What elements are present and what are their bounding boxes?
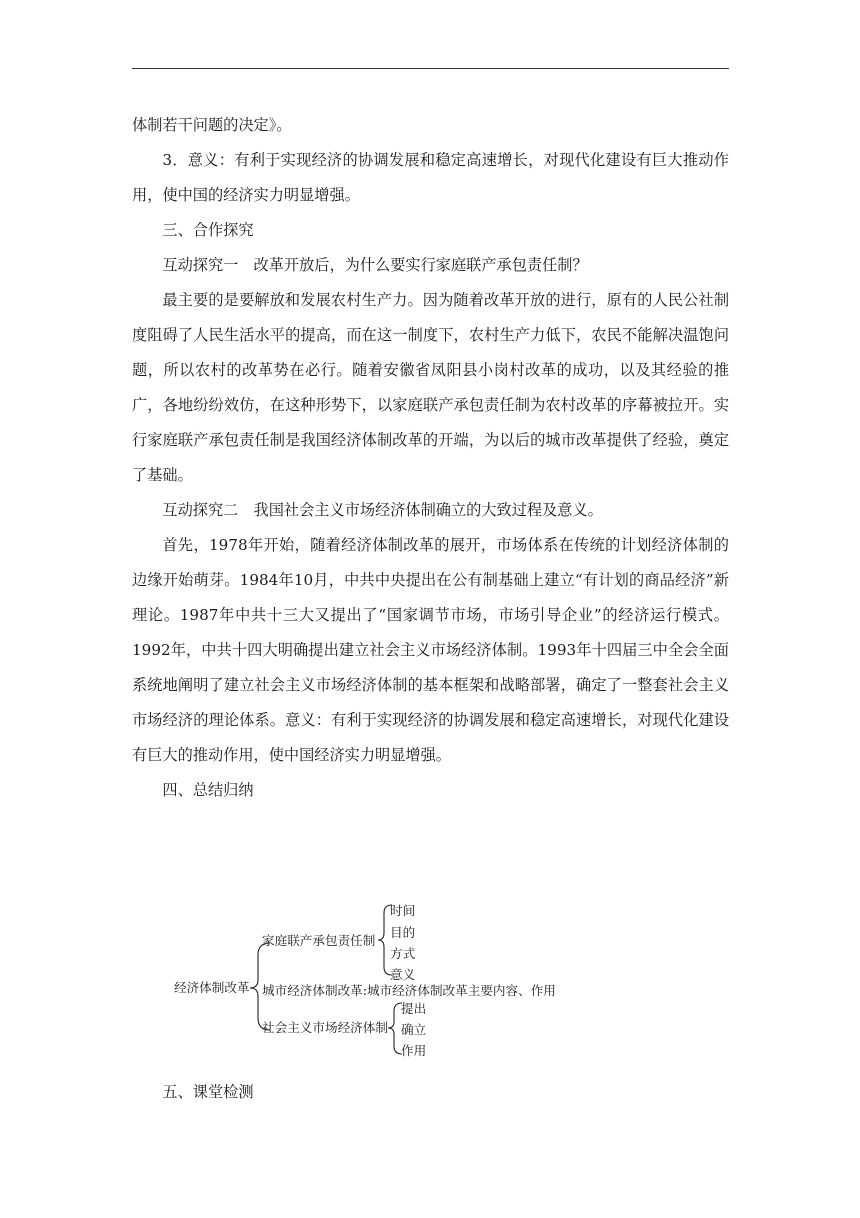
diagram-branch-household: 家庭联产承包责任制 [262,933,376,948]
diagram-branch-urban: 城市经济体制改革:城市经济体制改革主要内容、作用 [262,983,556,998]
inquiry-answer-2: 首先，1978年开始，随着经济体制改革的展开，市场体系在传统的计划经济体制的边缘开始萌芽。1984年10月，中共中央提出在公有制基础上建立“有计划的商品经济”新理论。1987年中共十三大又提出了“国家调节市场，市场引导企业”的经济运行模式。1992年，中共十四大明确提出建立社会主义市场经济体制。1993年十四届三中全会全面系统地阐明了建立社会主义市场经济体制的基本框架和战略部署，确定了一整套社会主义市场经济的理论体系。意义：有利于实现经济的协调发展和稳定高速增长，对现代化建设有巨大的推动作用，使中国经济实力明显增强。 [132,536,729,764]
diagram-leaf: 确立 [401,1022,427,1037]
inquiry-answer-1: 最主要的是要解放和发展农村生产力。因为随着改革开放的进行，原有的人民公社制度阻碍了人民生活水平的提高，而在这一制度下，农村生产力低下，农民不能解决温饱问题，所以农村的改革势在必行。随着安徽省凤阳县小岗村改革的成功，以及其经验的推广，各地纷纷效仿，在这种形势下，以家庭联产承包责任制为农村改革的序幕被拉开。实行家庭联产承包责任制是我国经济体制改革的开端，为以后的城市改革提供了经验，奠定了基础。 [132,291,729,484]
diagram-root: 经济体制改革 [174,980,250,995]
header-rule [132,68,729,69]
paragraph-significance: 3．意义：有利于实现经济的协调发展和稳定高速增长，对现代化建设有巨大推动作用，使中国的经济实力明显增强。 [132,151,729,204]
inquiry-question-2: 互动探究二 我国社会主义市场经济体制确立的大致过程及意义。 [162,501,603,519]
diagram-leaf: 意义 [390,967,416,982]
heading-summary: 四、总结归纳 [162,781,254,799]
paragraph-continuation: 体制若干问题的决定》。 [132,116,292,134]
diagram-leaf: 目的 [390,925,416,940]
diagram-leaf: 作用 [401,1043,427,1058]
upper-text-block [132,108,729,808]
diagram-leaf: 方式 [390,946,416,961]
diagram-branch-market: 社会主义市场经济体制 [262,1020,388,1035]
diagram-leaf: 时间 [390,903,416,918]
heading-cooperative-inquiry: 三、合作探究 [162,221,254,239]
inquiry-question-1: 互动探究一 改革开放后，为什么要实行家庭联产承包责任制？ [162,256,588,274]
branch1-brace [378,905,392,975]
diagram-leaf: 提出 [401,1001,427,1016]
lower-text-block [132,1075,729,1110]
branch3-brace [388,1003,402,1054]
main-brace [250,943,270,1030]
heading-class-test: 五、课堂检测 [162,1083,254,1101]
